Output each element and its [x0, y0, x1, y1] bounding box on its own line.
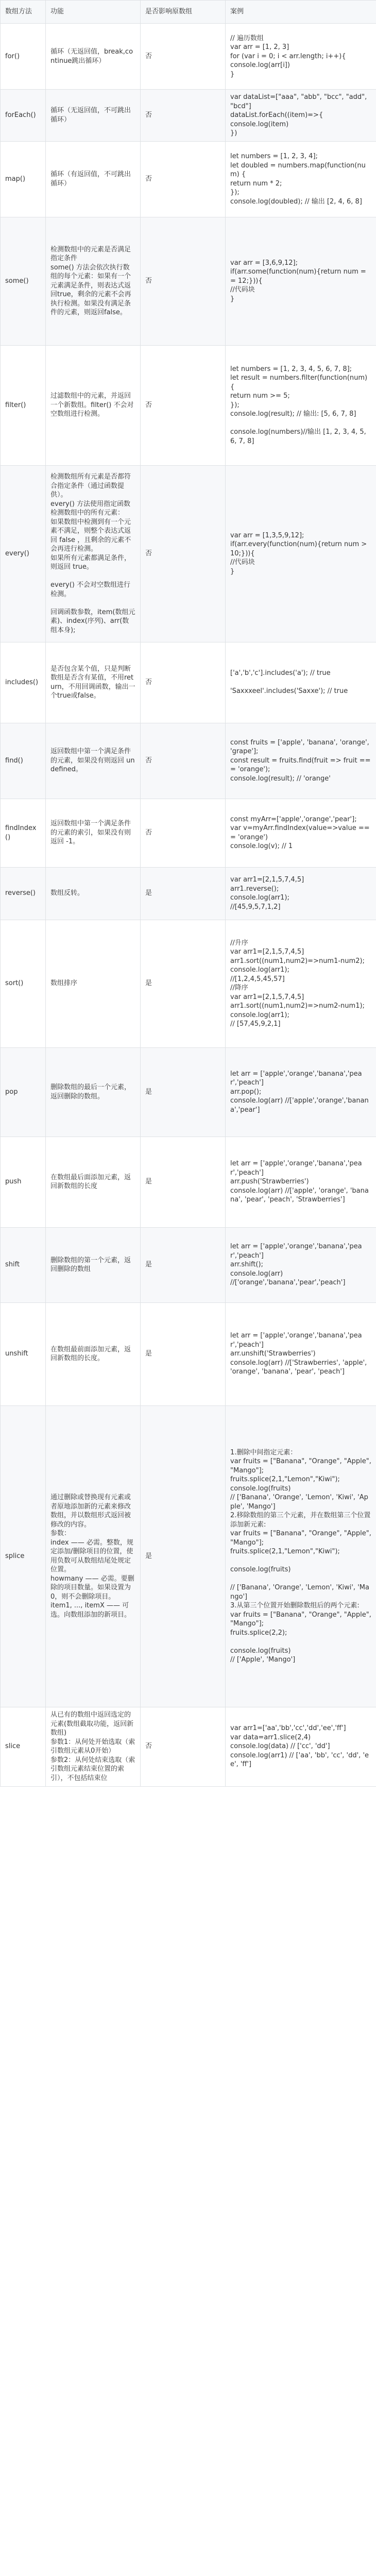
mutates-cell: 是	[141, 1302, 226, 1405]
function-cell: 循环（无返回值，break,continue跳出循环）	[46, 24, 141, 90]
table-row	[1, 1047, 376, 1137]
function-cell: 删除数组的第一个元素，返回删除的数组	[46, 1227, 141, 1302]
method-cell: findIndex()	[1, 799, 46, 867]
table-body	[1, 24, 376, 1787]
table-row	[1, 1707, 376, 1786]
function-cell: 在数组最前面添加元素，返回新数组的长度。	[46, 1302, 141, 1405]
method-cell: pop	[1, 1047, 46, 1137]
example-cell: let numbers = [1, 2, 3, 4, 5, 6, 7, 8]; let result = numbers.filter(function(num) { return num >= 5; }); console.log(result); // 输出: [5, 6, 7, 8] console.log(numbers)//输出 [1, 2, 3, 4, 5, 6, 7, 8]	[226, 345, 376, 465]
method-cell: splice	[1, 1405, 46, 1707]
method-cell: forEach()	[1, 90, 46, 142]
function-cell: 过滤数组中的元素，并返回一个新数组。filter() 不会对空数组进行检测。	[46, 345, 141, 465]
function-cell: 数组排序	[46, 920, 141, 1047]
method-cell: unshift	[1, 1302, 46, 1405]
table-row	[1, 1302, 376, 1405]
example-cell: ['a','b','c'].includes('a'); // true 'Saxxxeel'.includes('Saxxe'); // true	[226, 642, 376, 723]
table-row	[1, 799, 376, 867]
function-cell: 是否包含某个值，只是判断数组是否含有某值，不用return，不用回调函数，输出一个true或false。	[46, 642, 141, 723]
header-example: 案例	[226, 1, 376, 24]
mutates-cell: 否	[141, 345, 226, 465]
example-cell: 1.删除中间指定元素： var fruits = ["Banana", "Orange", "Apple", "Mango"]; fruits.splice(2,1,"Lemon","Kiwi"); console.log(fruits) // ['Banana', 'Orange', 'Lemon', 'Kiwi', 'Apple', 'Mango'] 2.移除数组的第三个元素，并在数组第三个位置添加新元素: var fruits = ["Banana", "Orange", "Apple", "Mango"]; fruits.splice(2,1,"Lemon","Kiwi"); console.log(fruits) // ['Banana', 'Orange', 'Lemon', 'Kiwi', 'Mango'] 3.从第三个位置开始删除数组后的两个元素: var fruits = ["Banana", "Orange", "Apple", "Mango"]; fruits.splice(2,2); console.log(fruits) // ['Apple', 'Mango']	[226, 1405, 376, 1707]
table-row	[1, 465, 376, 642]
table-row	[1, 1227, 376, 1302]
table-row	[1, 24, 376, 90]
table-row	[1, 723, 376, 799]
mutates-cell: 否	[141, 1707, 226, 1786]
function-cell: 循环（无返回值，不可跳出循环）	[46, 90, 141, 142]
table-row	[1, 345, 376, 465]
table-row	[1, 642, 376, 723]
method-cell: find()	[1, 723, 46, 799]
example-cell: let numbers = [1, 2, 3, 4]; let doubled = numbers.map(function(num) { return num * 2; }); console.log(doubled); // 输出 [2, 4, 6, 8]	[226, 141, 376, 217]
mutates-cell: 否	[141, 465, 226, 642]
example-cell: var arr = [1,3,5,9,12]; if(arr.every(function(num){return num > 10;})){ //代码块 }	[226, 465, 376, 642]
mutates-cell: 是	[141, 1405, 226, 1707]
method-cell: shift	[1, 1227, 46, 1302]
method-cell: filter()	[1, 345, 46, 465]
table-header-row	[1, 1, 376, 24]
header-method: 数组方法	[1, 1, 46, 24]
function-cell: 返回数组中第一个满足条件的元素的索引，如果没有则返回 -1。	[46, 799, 141, 867]
table-row	[1, 1405, 376, 1707]
mutates-cell: 否	[141, 799, 226, 867]
function-cell: 循环（有返回值，不可跳出循环）	[46, 141, 141, 217]
table-row	[1, 920, 376, 1047]
function-cell: 在数组最后面添加元素，返回新数组的长度	[46, 1137, 141, 1227]
table-row	[1, 217, 376, 345]
function-cell: 返回数组中第一个满足条件的元素，如果没有则返回 undefined。	[46, 723, 141, 799]
header-function: 功能	[46, 1, 141, 24]
method-cell: slice	[1, 1707, 46, 1786]
mutates-cell: 是	[141, 1137, 226, 1227]
example-cell: var arr1=['aa','bb','cc','dd','ee','ff'] var data=arr1.slice(2,4) console.log(data) // ['cc', 'dd'] console.log(arr1) // ['aa', 'bb', 'cc', 'dd', 'ee', 'ff']	[226, 1707, 376, 1786]
mutates-cell: 否	[141, 642, 226, 723]
function-cell: 数组反转。	[46, 867, 141, 920]
method-cell: includes()	[1, 642, 46, 723]
mutates-cell: 否	[141, 141, 226, 217]
example-cell: const fruits = ['apple', 'banana', 'orange', 'grape']; const result = fruits.find(fruit => fruit === 'orange'); console.log(result); // 'orange'	[226, 723, 376, 799]
method-cell: sort()	[1, 920, 46, 1047]
method-cell: map()	[1, 141, 46, 217]
mutates-cell: 否	[141, 217, 226, 345]
example-cell: // 遍历数组 var arr = [1, 2, 3] for (var i = 0; i < arr.length; i++){ console.log(arr[i]) }	[226, 24, 376, 90]
example-cell: var arr1=[2,1,5,7,4,5] arr1.reverse(); console.log(arr1); //[45,9,5,7,1,2]	[226, 867, 376, 920]
example-cell: let arr = ['apple','orange','banana','pear','peach'] arr.pop(); console.log(arr) //['apple','orange','banana','pear']	[226, 1047, 376, 1137]
mutates-cell: 否	[141, 90, 226, 142]
example-cell: //升序 var arr1=[2,1,5,7,4,5] arr1.sort((num1,num2)=>num1-num2); console.log(arr1); //[1,2,4,5,45,57] //降序 var arr1=[2,1,5,7,4,5] arr1.sort((num1,num2)=>num2-num1); console.log(arr1); // [57,45,9,2,1]	[226, 920, 376, 1047]
function-cell: 检测数组所有元素是否都符合指定条件（通过函数提供）。 every() 方法使用指定函数检测数组中的所有元素： 如果数组中检测到有一个元素不满足，则整个表达式返回 false ，且剩余的元素不会再进行检测。 如果所有元素都满足条件，则返回 true。 every() 不会对空数组进行检测。 回调函数参数，item(数组元素)、index(序列)、arr(数组本身);	[46, 465, 141, 642]
header-mutates: 是否影响原数组	[141, 1, 226, 24]
example-cell: const myArr=['apple','orange','pear']; var v=myArr.findIndex(value=>value === 'orange') console.log(v); // 1	[226, 799, 376, 867]
mutates-cell: 是	[141, 1227, 226, 1302]
method-cell: push	[1, 1137, 46, 1227]
method-cell: some()	[1, 217, 46, 345]
mutates-cell: 否	[141, 24, 226, 90]
function-cell: 从已有的数组中返回选定的元素(数组截取功能，返回新数组) 参数1：从何处开始选取（索引数组元素从0开始） 参数2：从何处结束选取（索引数组元素结束位置的索引），不包括结束位	[46, 1707, 141, 1786]
example-cell: var arr = [3,6,9,12]; if(arr.some(function(num){return num == 12;})){ //代码块 }	[226, 217, 376, 345]
table-row	[1, 141, 376, 217]
example-cell: var dataList=["aaa", "abb", "bcc", "add", "bcd"] dataList.forEach((item)=>{ console.log(item) })	[226, 90, 376, 142]
table-row	[1, 1137, 376, 1227]
function-cell: 删除数组的最后一个元素，返回删除的数组。	[46, 1047, 141, 1137]
example-cell: let arr = ['apple','orange','banana','pear','peach'] arr.push('Strawberries') console.log(arr) //['apple', 'orange', 'banana', 'pear', 'peach', 'Strawberries']	[226, 1137, 376, 1227]
example-cell: let arr = ['apple','orange','banana','pear','peach'] arr.unshift('Strawberries') console.log(arr) //['Strawberries', 'apple', 'orange', 'banana', 'pear', 'peach']	[226, 1302, 376, 1405]
function-cell: 通过删除或替换现有元素或者原地添加新的元素来修改数组，并以数组形式返回被修改的内容。 参数： index —— 必需。整数，规定添加/删除项目的位置，使用负数可从数组结尾处规定位置。 howmany —— 必需。要删除的项目数量。如果设置为 0，则不会删除项目。 item1, ..., itemX —— 可选。向数组添加的新项目。	[46, 1405, 141, 1707]
table-row	[1, 90, 376, 142]
mutates-cell: 否	[141, 723, 226, 799]
mutates-cell: 是	[141, 1047, 226, 1137]
mutates-cell: 是	[141, 920, 226, 1047]
method-cell: reverse()	[1, 867, 46, 920]
mutates-cell: 是	[141, 867, 226, 920]
method-cell: every()	[1, 465, 46, 642]
method-cell: for()	[1, 24, 46, 90]
example-cell: let arr = ['apple','orange','banana','pear','peach'] arr.shift(); console.log(arr) //['orange','banana','pear','peach']	[226, 1227, 376, 1302]
function-cell: 检测数组中的元素是否满足指定条件 some() 方法会依次执行数组的每个元素：如果有一个元素满足条件，则表达式返回true，剩余的元素不会再执行检测。如果没有满足条件的元素，则返回false。	[46, 217, 141, 345]
table-row	[1, 867, 376, 920]
